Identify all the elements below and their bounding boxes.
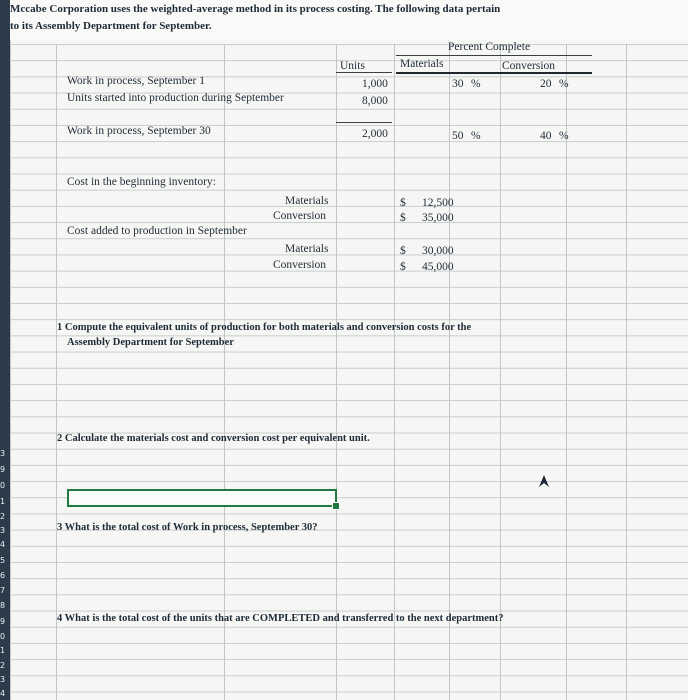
currency-sign: $ [400,245,406,257]
row-number: 0 [0,632,6,641]
row-label-units-started: Units started into production during September [67,92,284,104]
question-2: 2 Calculate the materials cost and conversion cost per equivalent unit. [57,433,370,444]
row-number: 6 [0,571,6,580]
intro-text-line1: Mccabe Corporation uses the weighted-average method in its process costing. The following data pertain [10,3,501,15]
row-label-wip-sep1: Work in process, September 1 [67,75,205,87]
row-number: 7 [0,586,6,595]
materials-pct-wip-sep1: 30 [452,78,464,90]
units-started: 8,000 [362,95,388,107]
row-number: 3 [0,675,6,684]
row-number: 9 [0,617,6,626]
question-3: 3 What is the total cost of Work in process, September 30? [57,522,318,533]
beginning-materials-label: Materials [285,195,329,207]
added-materials-amount: 30,000 [422,245,454,257]
materials-pct-wip-sep30: 50 [452,130,464,142]
pct-sign: % [559,130,569,142]
row-number-gutter [0,0,10,700]
beginning-conversion-label: Conversion [273,210,327,222]
fill-handle[interactable] [332,502,340,510]
beginning-conversion-amount: 35,000 [422,212,454,224]
percent-complete-header: Percent Complete [448,41,531,53]
pct-sign: % [471,130,481,142]
beginning-inventory-label: Cost in the beginning inventory: [67,176,216,188]
row-number: 5 [0,556,6,565]
row-number: 9 [0,465,6,474]
units-wip-sep1: 1,000 [362,78,388,90]
units-column-header: Units [340,60,365,72]
row-number: 2 [0,661,6,670]
question-4: 4 What is the total cost of the units that are COMPLETED and transferred to the next department? [57,613,504,624]
added-conversion-label: Conversion [273,259,327,271]
intro-text-line2: to its Assembly Department for September. [10,20,212,32]
row-number: 3 [0,526,6,535]
row-number: 1 [0,497,6,506]
conversion-pct-wip-sep30: 40 [540,130,552,142]
row-number: 1 [0,646,6,655]
row-number: 0 [0,481,6,490]
row-number: 4 [0,689,6,698]
materials-column-header: Materials [400,58,444,70]
added-conversion-amount: 45,000 [422,261,454,273]
currency-sign: $ [400,261,406,273]
mouse-cursor-icon [538,474,550,493]
row-number: 2 [0,512,6,521]
question-1-line2: Assembly Department for September [67,337,234,348]
row-label-wip-sep30: Work in process, September 30 [67,125,211,137]
currency-sign: $ [400,212,406,224]
row-number: 8 [0,601,6,610]
currency-sign: $ [400,197,406,209]
units-wip-sep30: 2,000 [362,128,388,140]
answer-input-cell[interactable] [67,489,337,507]
pct-sign: % [559,78,569,90]
row-number: 4 [0,540,6,549]
added-materials-label: Materials [285,243,329,255]
question-1-line1: 1 Compute the equivalent units of production for both materials and conversion costs for the [57,322,472,333]
added-cost-label: Cost added to production in September [67,225,247,237]
beginning-materials-amount: 12,500 [422,197,454,209]
row-number: 3 [0,449,6,458]
pct-sign: % [471,78,481,90]
conversion-column-header: Conversion [502,60,556,72]
spreadsheet-grid[interactable] [10,0,688,700]
conversion-pct-wip-sep1: 20 [540,78,552,90]
